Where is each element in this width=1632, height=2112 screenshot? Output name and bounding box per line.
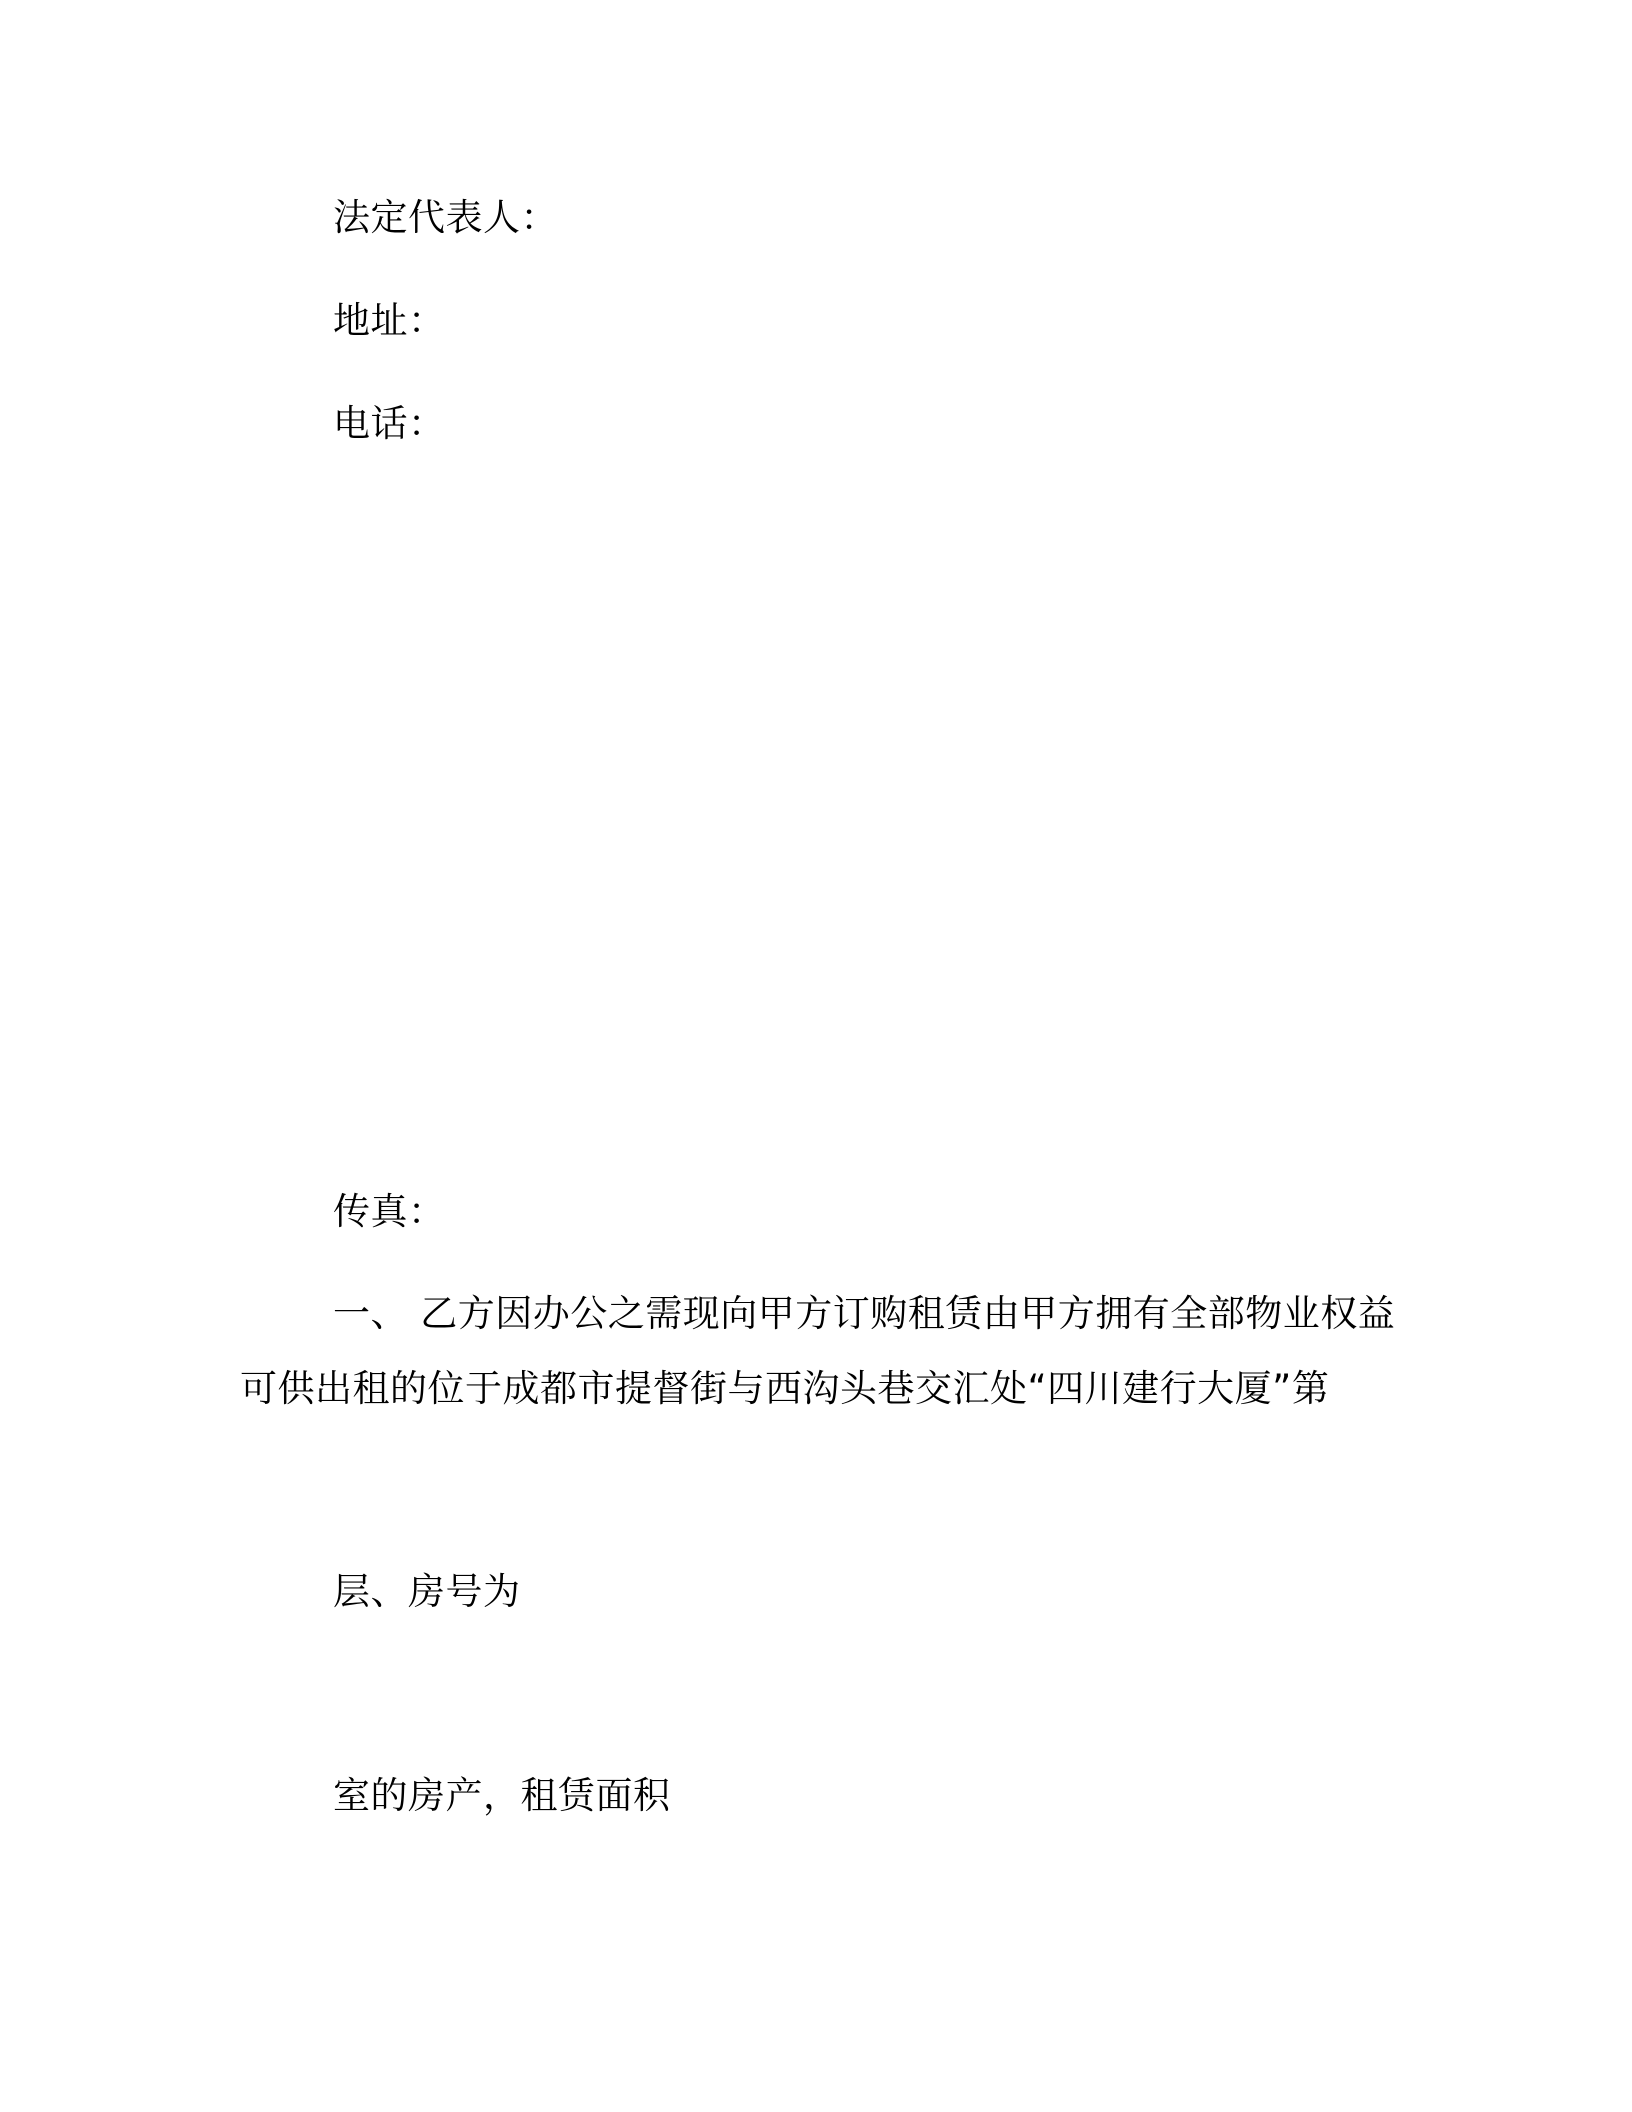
phone-label: 电话： bbox=[333, 402, 446, 445]
address-label: 地址： bbox=[333, 299, 446, 342]
legal-representative-label: 法定代表人： bbox=[333, 196, 558, 239]
clause-one-line-4: 室的房产，租赁面积 bbox=[333, 1774, 671, 1817]
fax-label: 传真： bbox=[333, 1190, 446, 1233]
clause-one-line-2: 可供出租的位于成都市提督街与西沟头巷交汇处“四川建行大厦”第 bbox=[240, 1367, 1330, 1410]
clause-one-line-3: 层、房号为 bbox=[333, 1570, 521, 1613]
clause-one-line-1: 一、 乙方因办公之需现向甲方订购租赁由甲方拥有全部物业权益 bbox=[333, 1292, 1396, 1335]
